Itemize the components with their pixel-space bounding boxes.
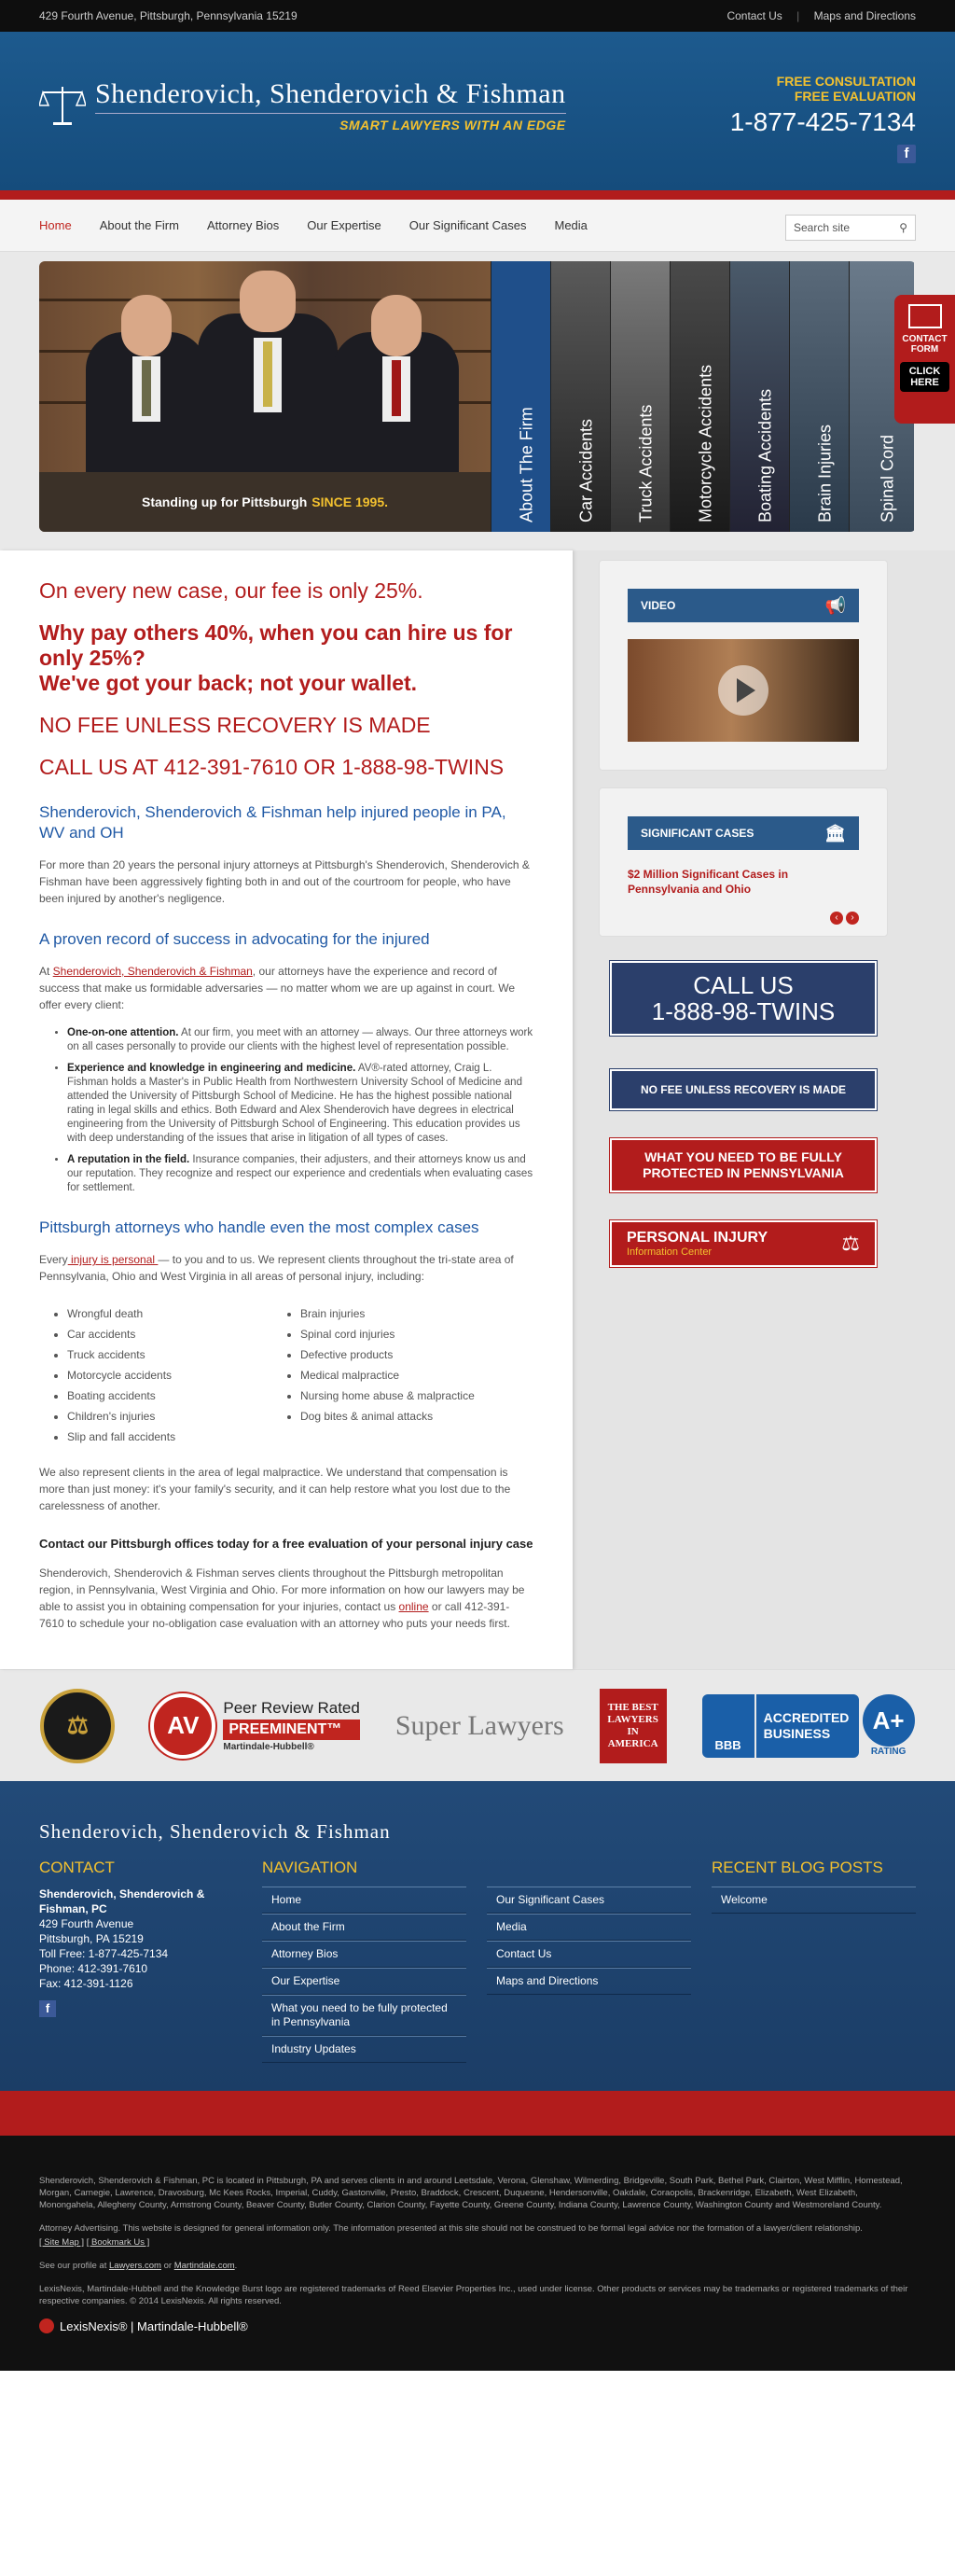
footer-nav-item[interactable]: Media — [487, 1914, 691, 1941]
footer-nav-item[interactable]: Attorney Bios — [262, 1941, 466, 1968]
best-lawyers-badge: THE BEST LAWYERS IN AMERICA — [600, 1689, 667, 1763]
footer-nav-item[interactable]: Maps and Directions — [487, 1968, 691, 1995]
headline-call: CALL US AT 412-391-7610 OR 1-888-98-TWINS — [39, 755, 505, 779]
footer-nav-heading: NAVIGATION — [262, 1859, 358, 1876]
nav-media[interactable]: Media — [554, 218, 588, 232]
nav-cases[interactable]: Our Significant Cases — [408, 218, 527, 232]
search-input[interactable] — [785, 215, 916, 241]
search-icon[interactable]: ⚲ — [899, 221, 907, 234]
facebook-icon[interactable]: f — [897, 145, 916, 163]
av-preeminent-badge: AV Peer Review Rated PREEMINENT™ Martindale-Hubbell® — [150, 1693, 359, 1759]
personal-injury-button[interactable]: PERSONAL INJURY Information Center ⚖ — [610, 1220, 877, 1267]
list-item: • Defective products — [300, 1344, 533, 1365]
footer-tollfree: Toll Free: 1-877-425-7134 — [39, 1947, 169, 1960]
scales-icon: ⚖ — [841, 1232, 860, 1255]
list-item: • Brain injuries — [300, 1303, 533, 1324]
list-item: • One-on-one attention. At our firm, you meet with an attorney — always. Our three attorneys work on all cases personally to provide our clients with the highest level of representation possible. — [67, 1026, 533, 1054]
nav-home[interactable]: Home — [39, 218, 72, 232]
list-item: • Slip and fall accidents — [67, 1427, 300, 1447]
top-link-contact[interactable]: Contact Us — [727, 9, 782, 22]
tab-boating-accidents[interactable]: Boating Accidents — [729, 261, 789, 532]
lawyers-link[interactable]: Lawyers.com — [109, 2261, 161, 2271]
attorneys-photo — [39, 261, 491, 532]
video-player[interactable] — [628, 639, 859, 742]
complex-paragraph: Every injury is personal — to you and to us. We represent clients throughout the tri-state area of Pennsylvania, Ohio and West Virginia in all areas of personal injury, including: — [39, 1253, 514, 1283]
footer-firm-name: Shenderovich, Shenderovich & Fishman, PC — [39, 1887, 205, 1915]
list-item: • Medical malpractice — [300, 1365, 533, 1385]
footer-title: Shenderovich, Shenderovich & Fishman — [39, 1820, 391, 1843]
footer-contact-heading: CONTACT — [39, 1859, 115, 1876]
top-link-maps[interactable]: Maps and Directions — [813, 9, 916, 22]
footer-nav-item[interactable]: Home — [262, 1887, 466, 1914]
free-evaluation: FREE EVALUATION — [794, 89, 916, 104]
sitemap-link[interactable]: [ Site Map ] — [39, 2237, 85, 2248]
sig-case-link[interactable]: $2 Million Significant Cases in Pennsylvania and Ohio — [628, 868, 789, 896]
footer-address-line: 429 Fourth Avenue — [39, 1917, 134, 1930]
headline-back: We've got your back; not your wallet. — [39, 671, 418, 695]
sig-title: SIGNIFICANT CASES — [641, 827, 754, 840]
contact-heading: Contact our Pittsburgh offices today for a free evaluation of your personal injury case — [39, 1537, 533, 1551]
no-fee-button[interactable]: NO FEE UNLESS RECOVERY IS MADE — [610, 1069, 877, 1110]
video-title: VIDEO — [641, 599, 676, 612]
section-heading-record: A proven record of success in advocating for the injured — [39, 930, 430, 948]
practice-list-1 — [67, 1303, 300, 1447]
contact-paragraph: Shenderovich, Shenderovich & Fishman serves clients throughout the Pittsburgh metropolitan region, in Pennsylvania, West Virginia and Ohio. For more information on how our lawyers may be able to assist you in obtaining compensation for your injuries, contact us online or call 412-391-7610 to schedule your no-obligation case evaluation with an attorney who puts your needs first. — [39, 1566, 525, 1630]
tab-motorcycle-accidents[interactable]: Motorcycle Accidents — [670, 261, 729, 532]
disclaimer-text: Attorney Advertising. This website is designed for general information only. The information presented at this site should not be construed to be formal legal advice nor the formation of a lawyer/client relationship. — [39, 2223, 863, 2234]
service-area-text: Shenderovich, Shenderovich & Fishman, PC is located in Pittsburgh, PA and serves clients in and around Leetsdale, Verona, Glenshaw, Wilmerding, Bridgeville, South Park, Bethel Park, Clairton, West Mifflin, Homestead, Morgan, Carnegie, Lawrence, Dravosburg, Mc Kees Rocks, Imperial, Cuddy, Gastonville, Presto, Braddock, Crescent, Duquesne, Hendersonville, Oakdale, Coraopolis, Brackenridge, Elizabeth, West Elizabeth, Monongahela, Allegheny County, Armstrong County, Beaver County, Butler County, Clarion County, Fayette County, Greene County, Indiana County, Lawrence County, Washington County and Westmoreland County. — [39, 2176, 903, 2210]
section-heading-complex: Pittsburgh attorneys who handle even the most complex cases — [39, 1218, 479, 1236]
profile-text: See our profile at Lawyers.com or Martindale.com. — [39, 2261, 238, 2271]
footer-phone: Phone: 412-391-7610 — [39, 1962, 148, 1975]
header — [0, 32, 955, 200]
legal-footer — [0, 2136, 955, 2371]
free-consultation: FREE CONSULTATION — [776, 74, 916, 89]
footer-blog-heading: RECENT BLOG POSTS — [712, 1859, 883, 1876]
trademark-text: LexisNexis, Martindale-Hubbell and the Knowledge Burst logo are registered trademarks of Reed Elsevier Properties Inc., used under license. Other products or services may be trademarks or registered trademarks of their respective companies. © 2014 LexisNexis. All rights reserved. — [39, 2284, 908, 2306]
footer-nav-item[interactable]: Contact Us — [487, 1941, 691, 1968]
list-item: • Experience and knowledge in engineering and medicine. AV®-rated attorney, Craig L. Fishman holds a Master's in Public Health from Northwestern University School of Medicine and attended the University of Pittsburgh School of Medicine. He has the highest possible national rating in legal skills and ethics. Both Edward and Alex Shenderovich have degrees in electrical engineering from the University of Pittsburgh School of Engineering. This education provides us with deep understanding of the issues that arise in litigation of all types of cases. — [67, 1062, 533, 1146]
section-heading-help: Shenderovich, Shenderovich & Fishman help injured people in PA, WV and OH — [39, 803, 506, 842]
hero-banner — [39, 261, 916, 532]
nav-about[interactable]: About the Firm — [99, 218, 179, 232]
lexisnexis-logo: LexisNexis® | Martindale-Hubbell® — [39, 2318, 916, 2333]
sidebar — [599, 550, 888, 1669]
injury-link[interactable]: injury is personal — [67, 1253, 159, 1266]
list-item: • Children's injuries — [67, 1406, 300, 1427]
list-item: • Motorcycle accidents — [67, 1365, 300, 1385]
significant-cases-widget — [599, 787, 888, 937]
next-arrow-icon[interactable]: › — [846, 912, 859, 925]
play-icon[interactable] — [718, 665, 768, 716]
envelope-icon — [908, 304, 942, 328]
badges-row — [0, 1669, 955, 1781]
footer-nav-item[interactable]: Our Significant Cases — [487, 1887, 691, 1914]
tab-truck-accidents[interactable]: Truck Accidents — [610, 261, 670, 532]
record-paragraph: At Shenderovich, Shenderovich & Fishman, our attorneys have the experience and record of success that make us formidable adversaries — no matter whom we are up against in court. We offer every client: — [39, 965, 516, 1011]
facebook-icon[interactable]: f — [39, 2000, 56, 2017]
protected-button[interactable]: WHAT YOU NEED TO BE FULLY PROTECTED IN PENNSYLVANIA — [610, 1138, 877, 1192]
footer — [0, 1781, 955, 2091]
footer-nav-item[interactable]: Industry Updates — [262, 2036, 466, 2063]
footer-divider — [0, 2091, 955, 2136]
online-link[interactable]: online — [398, 1600, 429, 1613]
bbb-badge: BBB ACCREDITED BUSINESS A+ RATING — [702, 1694, 915, 1758]
footer-nav-item[interactable]: About the Firm — [262, 1914, 466, 1941]
bookmark-link[interactable]: [ Bookmark Us ] — [86, 2237, 150, 2248]
million-dollar-badge: ⚖ — [40, 1689, 115, 1763]
super-lawyers-badge: Super Lawyers — [394, 1709, 564, 1741]
top-bar: 429 Fourth Avenue, Pittsburgh, Pennsylvania 15219 Contact Us | Maps and Directions — [0, 0, 955, 32]
click-here-button[interactable]: CLICK HERE — [900, 362, 949, 392]
list-item: • Wrongful death — [67, 1303, 300, 1324]
logo[interactable] — [39, 78, 566, 132]
tab-car-accidents[interactable]: Car Accidents — [550, 261, 610, 532]
tab-spinal-cord[interactable]: Spinal Cord — [849, 261, 914, 532]
courthouse-icon: 🏛 — [824, 823, 846, 842]
blog-post-link[interactable]: Welcome — [712, 1887, 916, 1914]
list-item: • Car accidents — [67, 1324, 300, 1344]
martindale-link[interactable]: Martindale.com — [173, 2261, 235, 2271]
intro-paragraph: For more than 20 years the personal injury attorneys at Pittsburgh's Shenderovich, Shenderovich & Fishman have been aggressively fighting both in and out of the courtroom for people, who have been injured by another's negligence. — [39, 858, 530, 905]
list-item: • Boating accidents — [67, 1385, 300, 1406]
list-item: • Dog bites & animal attacks — [300, 1406, 533, 1427]
firm-name: Shenderovich, Shenderovich & Fishman — [95, 78, 566, 114]
benefits-list — [67, 1026, 533, 1195]
video-widget — [599, 560, 888, 771]
footer-nav-item[interactable]: What you need to be fully protected in Pennsylvania — [262, 1995, 466, 2036]
footer-address-line: Pittsburgh, PA 15219 — [39, 1932, 144, 1945]
headline-why: Why pay others 40%, when you can hire us for only 25%? — [39, 620, 513, 670]
headline-no-fee: NO FEE UNLESS RECOVERY IS MADE — [39, 713, 431, 737]
headline-fee: On every new case, our fee is only 25%. — [39, 578, 423, 603]
hero-caption: Standing up for Pittsburgh SINCE 1995. — [39, 472, 491, 532]
nav-bios[interactable]: Attorney Bios — [206, 218, 280, 232]
footer-fax: Fax: 412-391-1126 — [39, 1977, 133, 1990]
header-phone[interactable]: 1-877-425-7134 — [729, 107, 916, 136]
top-address: 429 Fourth Avenue, Pittsburgh, Pennsylvania 15219 — [39, 9, 298, 22]
practice-list-2 — [300, 1303, 533, 1447]
call-us-button[interactable]: CALL US 1-888-98-TWINS — [610, 961, 877, 1036]
scales-icon — [39, 83, 86, 128]
list-item: • A reputation in the field. Insurance companies, their adjusters, and their attorneys know us and our reputation. They recognize and respect our experience and credentials when evaluating cases for settlement. — [67, 1153, 533, 1195]
main-content — [0, 550, 573, 1669]
list-item: • Nursing home abuse & malpractice — [300, 1385, 533, 1406]
footer-nav-item[interactable]: Our Expertise — [262, 1968, 466, 1995]
main-nav — [0, 200, 955, 252]
tab-about-firm[interactable]: About The Firm — [491, 261, 550, 532]
list-item: • Spinal cord injuries — [300, 1324, 533, 1344]
firm-link[interactable]: Shenderovich, Shenderovich & Fishman — [52, 965, 253, 978]
megaphone-icon: 📢 — [824, 595, 846, 615]
nav-expertise[interactable]: Our Expertise — [307, 218, 381, 232]
contact-form-tab[interactable]: CONTACT FORM CLICK HERE — [894, 295, 955, 424]
tab-brain-injuries[interactable]: Brain Injuries — [789, 261, 849, 532]
tagline: SMART LAWYERS WITH AN EDGE — [339, 118, 566, 132]
list-item: • Truck accidents — [67, 1344, 300, 1365]
malpractice-paragraph: We also represent clients in the area of legal malpractice. We understand that compensation is more than just money: it's your family's security, and it can help restore what you lost due to the carelessness of another. — [39, 1466, 511, 1512]
prev-arrow-icon[interactable]: ‹ — [830, 912, 843, 925]
lexis-logo-icon — [39, 2318, 54, 2333]
search-placeholder: Search site — [794, 221, 851, 234]
